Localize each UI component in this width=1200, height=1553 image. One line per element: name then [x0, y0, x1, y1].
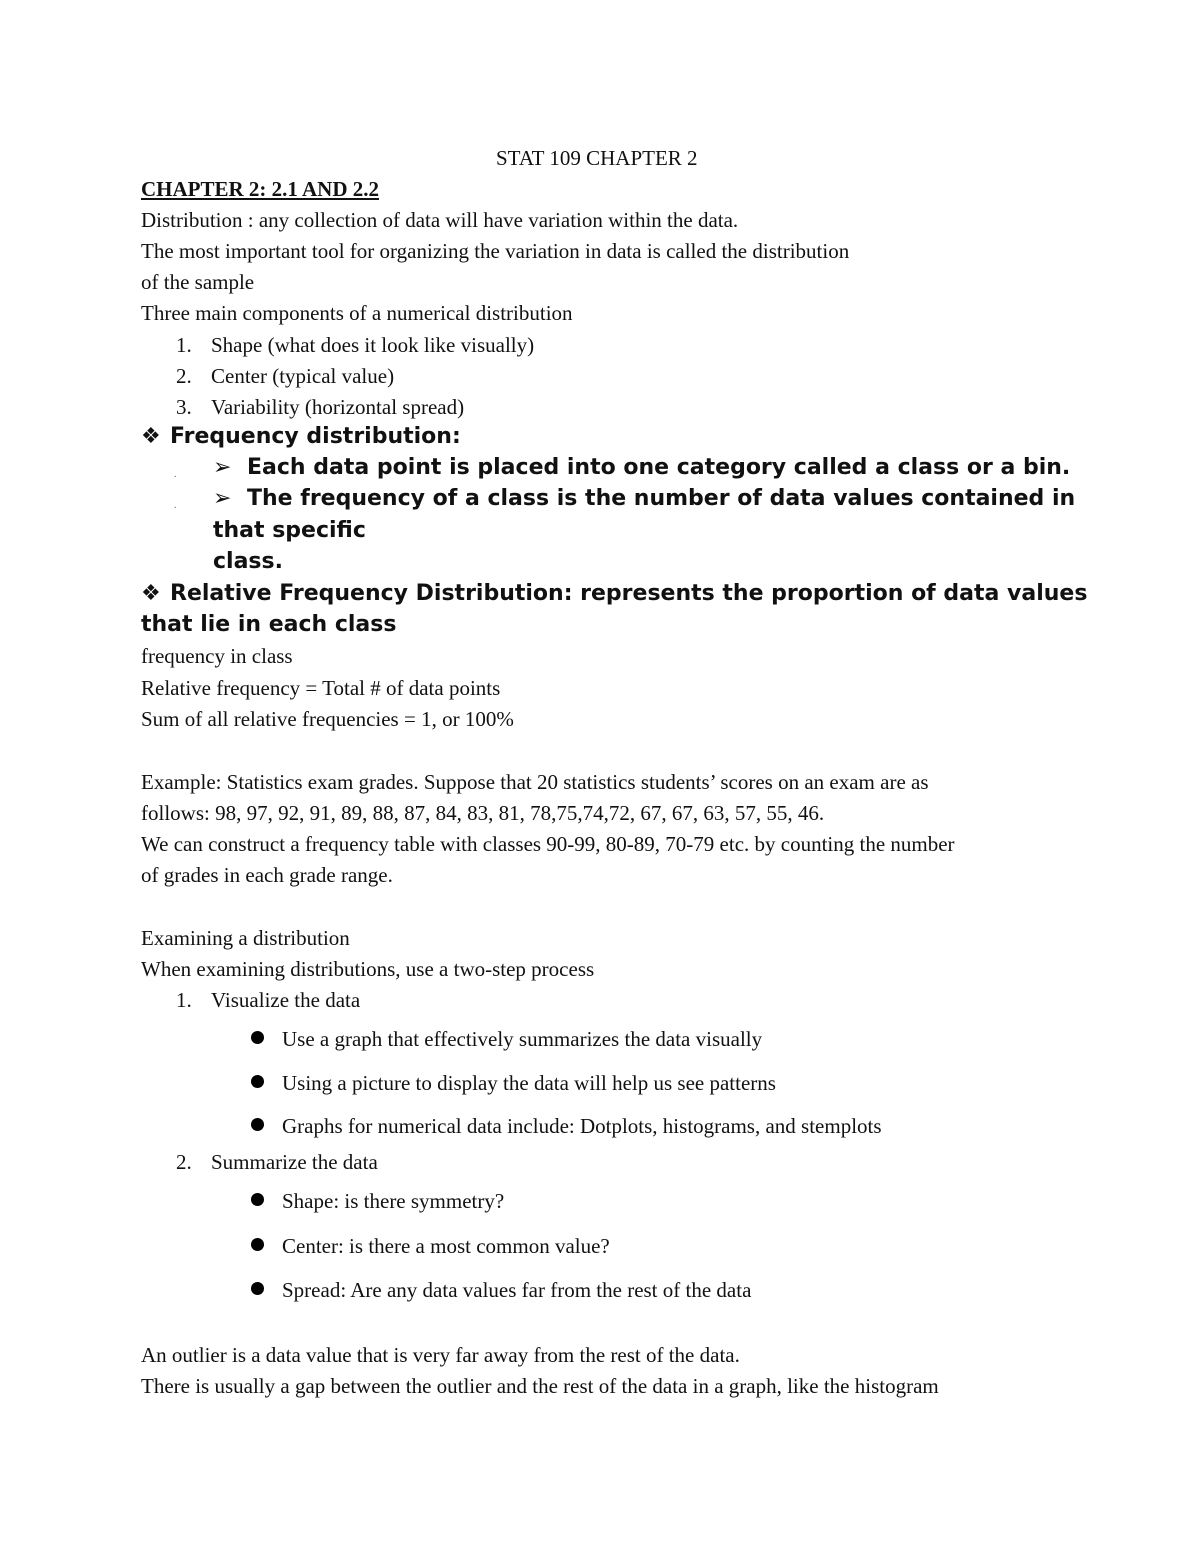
intro-line: Three main components of a numerical distribution [141, 301, 573, 325]
outlier-line: There is usually a gap between the outlier and the rest of the data in a graph, like the histogram [141, 1374, 939, 1398]
marker-dot-icon: . [174, 500, 177, 511]
example-line: follows: 98, 97, 92, 91, 89, 88, 87, 84, 83, 81, 78,75,74,72, 67, 67, 63, 57, 55, 46. [141, 801, 825, 825]
relative-heading: that lie in each class [141, 612, 397, 637]
marker-dot-icon: . [174, 469, 177, 480]
intro-line: The most important tool for organizing the variation in data is called the distribution [141, 239, 850, 263]
list-item: Shape (what does it look like visually) [211, 333, 535, 357]
bullet-item: Center: is there a most common value? [282, 1234, 610, 1258]
frequency-point: The frequency of a class is the number of data values contained in [247, 486, 1076, 511]
list-number: 2. [176, 1150, 192, 1174]
list-item: Variability (horizontal spread) [211, 395, 465, 419]
section-title: CHAPTER 2: 2.1 AND 2.2 [141, 177, 380, 201]
bullet-item: Use a graph that effectively summarizes the data visually [282, 1027, 763, 1051]
list-number: 3. [176, 395, 192, 419]
list-item: Center (typical value) [211, 364, 395, 388]
list-number: 1. [176, 333, 192, 357]
bullet-icon [251, 1118, 264, 1131]
relative-heading: Relative Frequency Distribution: represents the proportion of data values [170, 581, 1088, 606]
intro-line: of the sample [141, 270, 255, 294]
step-heading: Visualize the data [211, 988, 361, 1012]
frequency-heading: Frequency distribution: [170, 424, 461, 449]
example-line: Example: Statistics exam grades. Suppose that 20 statistics students’ scores on an exam are as [141, 770, 929, 794]
formula-line: Relative frequency = Total # of data points [141, 676, 501, 700]
bullet-item: Shape: is there symmetry? [282, 1189, 505, 1213]
bullet-icon [251, 1282, 264, 1295]
examining-line: When examining distributions, use a two-step process [141, 957, 595, 981]
bullet-item: Graphs for numerical data include: Dotplots, histograms, and stemplots [282, 1114, 882, 1138]
bullet-item: Spread: Are any data values far from the rest of the data [282, 1278, 752, 1302]
examining-line: Examining a distribution [141, 926, 350, 950]
bullet-icon [251, 1031, 264, 1044]
outlier-line: An outlier is a data value that is very far away from the rest of the data. [141, 1343, 740, 1367]
arrow-bullet-icon: ➢ [213, 486, 232, 511]
arrow-bullet-icon: ➢ [213, 455, 232, 480]
step-heading: Summarize the data [211, 1150, 378, 1174]
page-header: STAT 109 CHAPTER 2 [496, 146, 698, 170]
example-line: We can construct a frequency table with classes 90-99, 80-89, 70-79 etc. by counting the number [141, 832, 955, 856]
list-number: 1. [176, 988, 192, 1012]
bullet-icon [251, 1075, 264, 1088]
bullet-icon [251, 1193, 264, 1206]
list-number: 2. [176, 364, 192, 388]
diamond-bullet-icon: ❖ [141, 581, 161, 606]
frequency-point: that specific [213, 518, 366, 543]
intro-line: Distribution : any collection of data will have variation within the data. [141, 208, 739, 232]
frequency-point: Each data point is placed into one category called a class or a bin. [247, 455, 1071, 480]
bullet-icon [251, 1238, 264, 1251]
formula-line: frequency in class [141, 644, 293, 668]
frequency-point: class. [213, 549, 283, 574]
example-line: of grades in each grade range. [141, 863, 393, 887]
formula-line: Sum of all relative frequencies = 1, or 100% [141, 707, 514, 731]
bullet-item: Using a picture to display the data will help us see patterns [282, 1071, 776, 1095]
diamond-bullet-icon: ❖ [141, 424, 161, 449]
